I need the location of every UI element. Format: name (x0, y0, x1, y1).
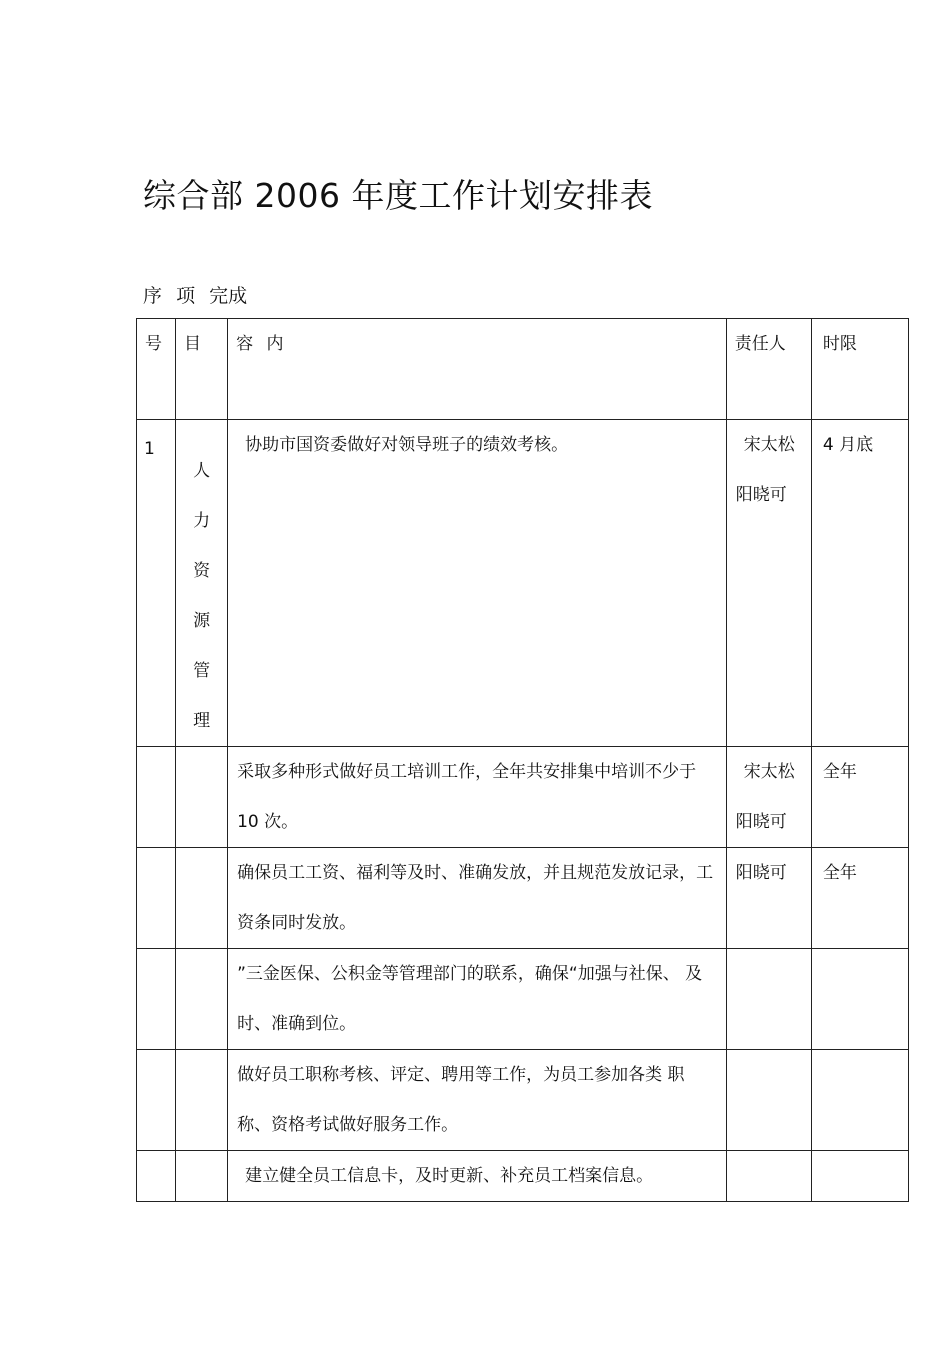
person-cell (726, 747, 811, 848)
row-number (137, 747, 176, 848)
category-cell (176, 949, 228, 1050)
category-cell (176, 848, 228, 949)
category-cell (176, 1151, 228, 1202)
row-number (137, 1050, 176, 1151)
time-cell (811, 1050, 908, 1151)
time-cell (811, 1151, 908, 1202)
person-cell (726, 848, 811, 949)
person-cell (726, 1151, 811, 1202)
page-title: 综合部 2006 年度工作计划安排表 (143, 176, 653, 215)
category-char: 理 (193, 711, 211, 731)
time-cell: 4 月底 (811, 420, 908, 747)
person-name: 阳晓可 (735, 863, 787, 883)
time-cell: 全年 (811, 747, 908, 848)
header-category: 目 (176, 319, 228, 420)
person-name: 宋太松 (743, 762, 795, 782)
person-name: 阳晓可 (735, 485, 787, 505)
header-time: 时限 (811, 319, 908, 420)
table-row (137, 949, 909, 1050)
time-cell (811, 949, 908, 1050)
table-row (137, 1050, 909, 1151)
header-prefix-line (143, 281, 255, 308)
content-cell: ”三金医保、公积金等管理部门的联系，确保“加强与社保、 及时、准确到位。 (228, 949, 727, 1050)
table-row (137, 848, 909, 949)
content-cell: 做好员工职称考核、评定、聘用等工作，为员工参加各类 职称、资格考试做好服务工作。 (228, 1050, 727, 1151)
work-plan-table (136, 318, 909, 1202)
category-char: 人 (193, 461, 211, 481)
content-cell: 协助市国资委做好对领导班子的绩效考核。 (228, 420, 727, 747)
person-name: 阳晓可 (735, 812, 787, 832)
category-char: 管 (193, 661, 211, 681)
content-cell: 采取多种形式做好员工培训工作，全年共安排集中培训不少于 10 次。 (228, 747, 727, 848)
row-number (137, 848, 176, 949)
row-number (137, 949, 176, 1050)
content-cell: 建立健全员工信息卡，及时更新、补充员工档案信息。 (228, 1151, 727, 1202)
table-header-row (137, 319, 909, 420)
time-cell: 全年 (811, 848, 908, 949)
category-char: 源 (193, 611, 211, 631)
person-cell (726, 1050, 811, 1151)
category-cell (176, 747, 228, 848)
header-content: 容 内 (228, 319, 727, 420)
table-row (137, 420, 909, 747)
row-number (137, 1151, 176, 1202)
category-cell (176, 1050, 228, 1151)
row-number: 1 (137, 420, 176, 747)
category-char: 力 (193, 511, 211, 531)
pre-header-seq: 序 (143, 285, 163, 307)
pre-header-item: 项 (176, 285, 196, 307)
person-name: 宋太松 (743, 435, 795, 455)
category-cell (176, 420, 228, 747)
person-cell (726, 420, 811, 747)
content-cell: 确保员工工资、福利等及时、准确发放，并且规范发放记录，工资条同时发放。 (228, 848, 727, 949)
pre-header-complete: 完成 (209, 285, 248, 307)
header-no: 号 (137, 319, 176, 420)
table-row (137, 1151, 909, 1202)
table-row (137, 747, 909, 848)
header-person: 责任人 (726, 319, 811, 420)
person-cell (726, 949, 811, 1050)
category-char: 资 (193, 561, 211, 581)
